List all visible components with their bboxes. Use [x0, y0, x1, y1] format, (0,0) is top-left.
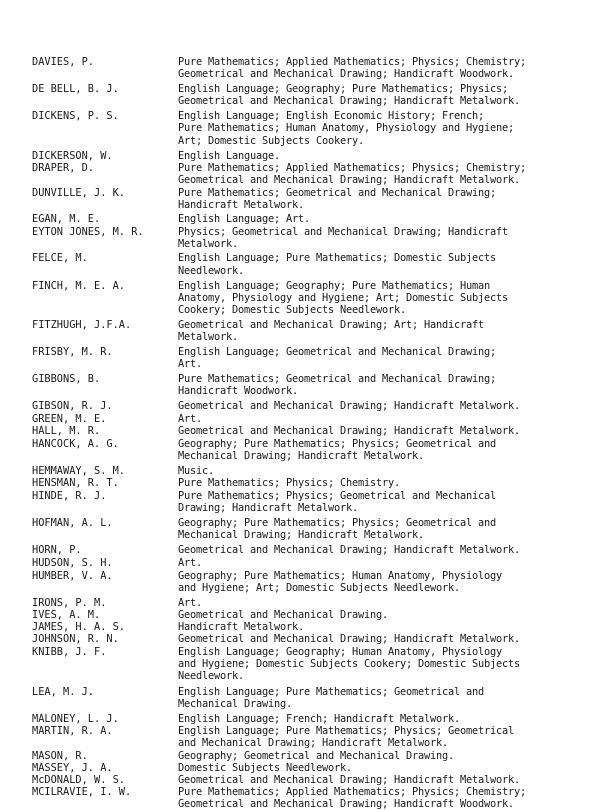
- subject-line: Geometrical and Mechanical Drawing; Handicraft Metalwork.: [178, 400, 520, 413]
- subject-list: [178, 56, 572, 80]
- list-item: [32, 110, 572, 146]
- list-item: [32, 252, 572, 276]
- subject-line: Cookery; Domestic Subjects Needlework.: [178, 303, 406, 316]
- subject-line: Pure Mathematics; Geometrical and Mechanical Drawing;: [178, 373, 496, 386]
- candidate-name: HEMMAWAY, S. M.: [32, 464, 125, 477]
- list-item: [32, 83, 572, 107]
- subject-list: [178, 609, 572, 621]
- list-item: [32, 346, 572, 370]
- subject-list: [178, 597, 572, 609]
- list-item: [32, 438, 572, 462]
- subject-line: Pure Mathematics; Physics; Chemistry.: [178, 477, 400, 489]
- candidate-name: McDONALD, W. S.: [32, 774, 125, 787]
- list-item: [32, 490, 572, 514]
- subject-line: Pure Mathematics; Applied Mathematics; Physics; Chemistry;: [178, 56, 526, 68]
- subject-list: [178, 438, 572, 462]
- candidate-name: GIBBONS, B.: [32, 373, 101, 386]
- candidate-name: HOFMAN, A. L.: [32, 517, 113, 530]
- subject-list: [178, 213, 572, 225]
- list-item: [32, 646, 572, 682]
- candidate-name: DICKENS, P. S.: [32, 110, 119, 123]
- candidate-name: KNIBB, J. F.: [32, 646, 107, 659]
- list-item: [32, 477, 572, 489]
- subject-line: Needlework.: [178, 264, 244, 277]
- list-item: [32, 187, 572, 211]
- subject-line: Mechanical Drawing; Handicraft Metalwork.: [178, 529, 424, 542]
- subject-line: Geometrical and Mechanical Drawing; Handicraft Woodwork.: [178, 798, 514, 810]
- subject-list: [178, 762, 572, 774]
- subject-line: Pure Mathematics; Human Anatomy, Physiology and Hygiene;: [178, 122, 514, 135]
- subject-line: English Language; English Economic History; French;: [178, 110, 484, 123]
- candidate-name: MASON, R.: [32, 749, 88, 762]
- subject-line: Anatomy, Physiology and Hygiene; Art; Domestic Subjects: [178, 291, 508, 304]
- subject-list: [178, 633, 572, 645]
- subject-line: Domestic Subjects Needlework.: [178, 762, 352, 775]
- subject-line: Art.: [178, 358, 202, 371]
- subject-line: Geography; Pure Mathematics; Physics; Geometrical and: [178, 437, 496, 450]
- subject-line: Mechanical Drawing.: [178, 697, 292, 710]
- candidate-name: EGAN, M. E.: [32, 213, 101, 226]
- subject-line: Geometrical and Mechanical Drawing; Handicraft Woodwork.: [178, 68, 514, 81]
- subject-list: [178, 373, 572, 397]
- subject-line: Physics; Geometrical and Mechanical Drawing; Handicraft: [178, 226, 508, 239]
- subject-line: Geometrical and Mechanical Drawing; Handicraft Metalwork.: [178, 774, 520, 787]
- list-item: [32, 570, 572, 594]
- subject-list: [178, 786, 572, 810]
- candidate-name: LEA, M. J.: [32, 685, 94, 698]
- list-item: [32, 425, 572, 437]
- list-item: [32, 226, 572, 250]
- subject-line: Pure Mathematics; Applied Mathematics; Physics; Chemistry;: [178, 161, 526, 174]
- list-item: [32, 150, 572, 162]
- subject-list: [178, 517, 572, 541]
- subject-list: [178, 465, 572, 477]
- subject-line: Geometrical and Mechanical Drawing; Handicraft Metalwork.: [178, 633, 520, 646]
- candidate-name: GREEN, M. E.: [32, 412, 107, 425]
- candidate-name: MASSEY, J. A.: [32, 762, 113, 775]
- list-item: [32, 162, 572, 186]
- subject-line: Metalwork.: [178, 238, 238, 251]
- candidate-name: DUNVILLE, J. K.: [32, 186, 125, 199]
- candidate-name: MALONEY, L. J.: [32, 712, 119, 725]
- candidate-name: HENSMAN, R. T.: [32, 477, 119, 489]
- subject-line: Geography; Pure Mathematics; Human Anatomy, Physiology: [178, 569, 502, 582]
- subject-list: [178, 346, 572, 370]
- subject-list: [178, 686, 572, 710]
- subject-line: Handicraft Metalwork.: [178, 199, 304, 212]
- list-item: [32, 517, 572, 541]
- candidate-name: DE BELL, B. J.: [32, 83, 119, 96]
- subject-line: Metalwork.: [178, 330, 238, 343]
- subject-line: Mechanical Drawing; Handicraft Metalwork.: [178, 449, 424, 462]
- subject-line: English Language; Geography; Human Anatomy, Physiology: [178, 646, 502, 659]
- subject-line: Handicraft Woodwork.: [178, 385, 298, 398]
- subject-line: and Mechanical Drawing; Handicraft Metalwork.: [178, 736, 448, 749]
- subject-line: Handicraft Metalwork.: [178, 621, 304, 634]
- list-item: [32, 762, 572, 774]
- list-item: [32, 597, 572, 609]
- candidate-name: HUDSON, S. H.: [32, 556, 113, 569]
- subject-line: Art.: [178, 412, 202, 425]
- candidate-name: FITZHUGH, J.F.A.: [32, 318, 132, 331]
- subject-line: and Hygiene; Domestic Subjects Cookery; Domestic Subjects: [178, 658, 520, 671]
- subject-list: [178, 413, 572, 425]
- candidate-name: IRONS, P. M.: [32, 596, 107, 609]
- subject-list: [178, 490, 572, 514]
- subject-list: [178, 226, 572, 250]
- subject-line: Art; Domestic Subjects Cookery.: [178, 134, 364, 147]
- list-item: [32, 213, 572, 225]
- candidate-name: MCILRAVIE, I. W.: [32, 786, 132, 799]
- subject-list: [178, 400, 572, 412]
- candidate-name: JOHNSON, R. N.: [32, 633, 119, 646]
- subject-line: Geometrical and Mechanical Drawing; Handicraft Metalwork.: [178, 424, 520, 437]
- list-item: [32, 750, 572, 762]
- list-item: [32, 774, 572, 786]
- list-item: [32, 465, 572, 477]
- candidate-name: DICKERSON, W.: [32, 149, 113, 162]
- subject-line: Geometrical and Mechanical Drawing; Art; Handicraft: [178, 318, 484, 331]
- subject-list: [178, 425, 572, 437]
- subject-line: Geometrical and Mechanical Drawing.: [178, 608, 388, 621]
- subject-line: Geometrical and Mechanical Drawing; Handicraft Metalwork.: [178, 544, 520, 557]
- subject-list: [178, 750, 572, 762]
- list-item: [32, 413, 572, 425]
- subject-list: [178, 83, 572, 107]
- list-item: [32, 319, 572, 343]
- candidate-name: JAMES, H. A. S.: [32, 621, 125, 634]
- subject-line: English Language; Art.: [178, 213, 310, 226]
- candidate-name: FINCH, M. E. A.: [32, 279, 125, 292]
- subject-line: English Language; Pure Mathematics; Physics; Geometrical: [178, 724, 514, 737]
- candidate-name: FELCE, M.: [32, 252, 88, 265]
- list-item: [32, 786, 572, 810]
- candidate-name: DAVIES, P.: [32, 56, 94, 68]
- candidate-name: HORN, P.: [32, 544, 82, 557]
- candidate-name: HINDE, R. J.: [32, 490, 107, 503]
- candidate-name: FRISBY, M. R.: [32, 346, 113, 359]
- candidate-name: DRAPER, D.: [32, 161, 94, 174]
- list-item: [32, 725, 572, 749]
- subject-line: English Language; Geography; Pure Mathematics; Human: [178, 279, 490, 292]
- list-item: [32, 280, 572, 316]
- subject-list: [178, 713, 572, 725]
- candidate-name: IVES, A. M.: [32, 608, 101, 621]
- subject-line: English Language; Geography; Pure Mathematics; Physics;: [178, 83, 508, 96]
- list-item: [32, 713, 572, 725]
- subject-line: Pure Mathematics; Geometrical and Mechanical Drawing;: [178, 186, 496, 199]
- candidate-name: HUMBER, V. A.: [32, 569, 113, 582]
- list-item: [32, 557, 572, 569]
- subject-line: English Language.: [178, 149, 280, 162]
- subject-line: English Language; Pure Mathematics; Domestic Subjects: [178, 252, 496, 265]
- subject-line: Art.: [178, 596, 202, 609]
- subject-list: [178, 725, 572, 749]
- subject-line: English Language; French; Handicraft Metalwork.: [178, 712, 460, 725]
- subject-list: [178, 646, 572, 682]
- list-item: [32, 400, 572, 412]
- subject-list: [178, 544, 572, 556]
- subject-list: [178, 774, 572, 786]
- list-item: [32, 544, 572, 556]
- subject-line: English Language; Pure Mathematics; Geometrical and: [178, 685, 484, 698]
- subject-list: [178, 162, 572, 186]
- subject-line: Geometrical and Mechanical Drawing; Handicraft Metalwork.: [178, 95, 520, 108]
- candidate-name: GIBSON, R. J.: [32, 400, 113, 413]
- subject-list: [178, 570, 572, 594]
- subject-list: [178, 252, 572, 276]
- subject-line: Geography; Geometrical and Mechanical Drawing.: [178, 749, 454, 762]
- subject-line: Needlework.: [178, 670, 244, 683]
- subject-list: [178, 110, 572, 146]
- candidate-name: EYTON JONES, M. R.: [32, 226, 144, 239]
- subject-line: Music.: [178, 464, 214, 477]
- list-item: [32, 633, 572, 645]
- list-item: [32, 373, 572, 397]
- list-item: [32, 609, 572, 621]
- subject-line: Geography; Pure Mathematics; Physics; Geometrical and: [178, 517, 496, 530]
- subject-list: [178, 477, 572, 489]
- candidate-name: HANCOCK, A. G.: [32, 437, 119, 450]
- list-item: [32, 56, 572, 80]
- subject-line: Drawing; Handicraft Metalwork.: [178, 502, 358, 515]
- candidate-subject-list: [32, 56, 572, 810]
- subject-line: Pure Mathematics; Physics; Geometrical and Mechanical: [178, 490, 496, 503]
- subject-list: [178, 557, 572, 569]
- subject-list: [178, 150, 572, 162]
- subject-list: [178, 319, 572, 343]
- subject-line: English Language; Geometrical and Mechanical Drawing;: [178, 346, 496, 359]
- subject-line: Art.: [178, 556, 202, 569]
- subject-list: [178, 187, 572, 211]
- list-item: [32, 621, 572, 633]
- subject-line: Pure Mathematics; Applied Mathematics; Physics; Chemistry;: [178, 786, 526, 799]
- subject-list: [178, 280, 572, 316]
- subject-list: [178, 621, 572, 633]
- candidate-name: HALL, M. R.: [32, 424, 101, 437]
- subject-line: and Hygiene; Art; Domestic Subjects Needlework.: [178, 581, 460, 594]
- subject-line: Geometrical and Mechanical Drawing; Handicraft Metalwork.: [178, 173, 520, 186]
- list-item: [32, 686, 572, 710]
- candidate-name: MARTIN, R. A.: [32, 724, 113, 737]
